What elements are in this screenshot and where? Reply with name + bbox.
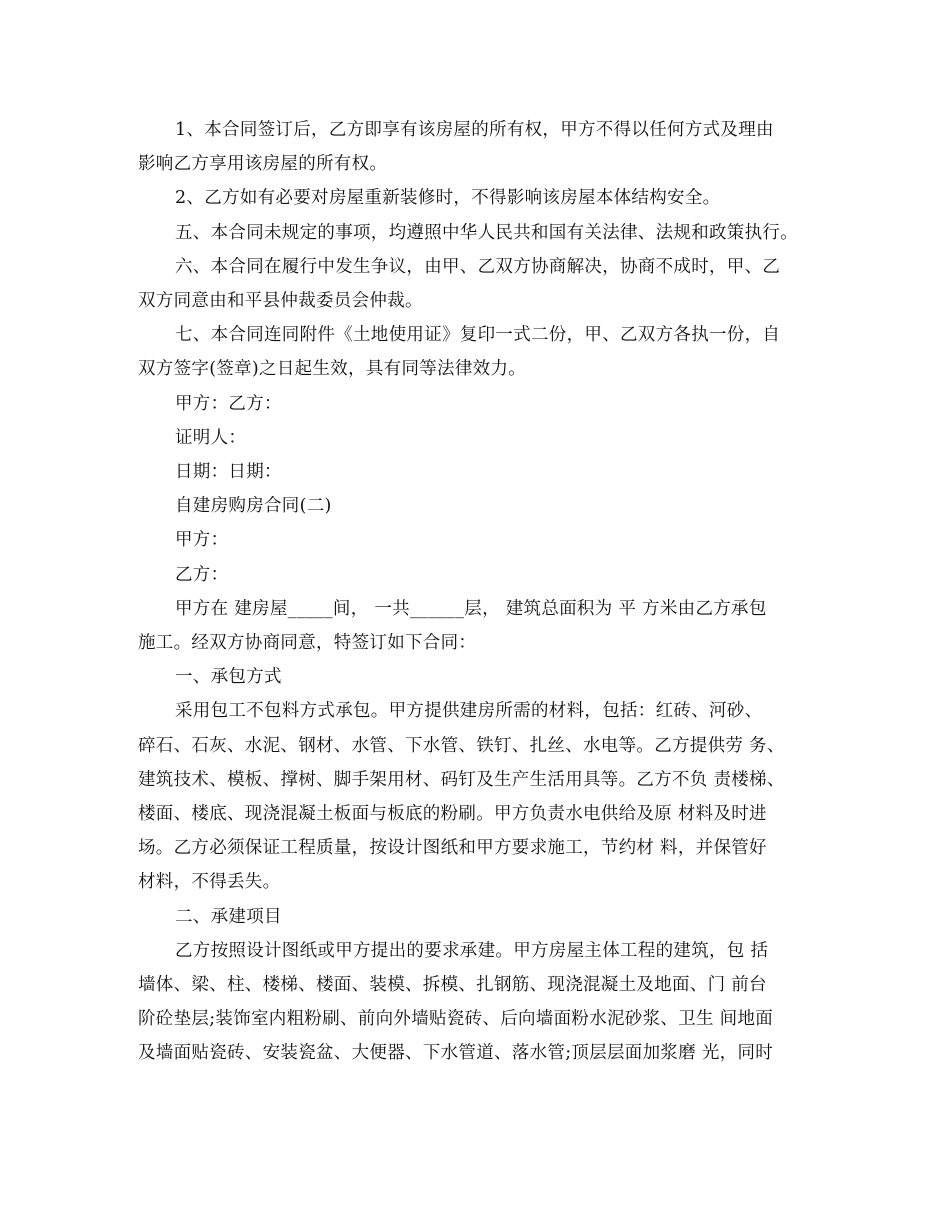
text-line: 2、乙方如有必要对房屋重新装修时，不得影响该房屋本体结构安全。 (175, 188, 721, 209)
text-line: 楼面、楼底、现浇混凝土板面与板底的粉刷。甲方负责水电供给及原 材料及时进 (138, 804, 767, 825)
text-line: 1、本合同签订后，乙方即享有该房屋的所有权，甲方不得以任何方式及理由 (175, 120, 774, 140)
text-line: 五、本合同未规定的事项，均遵照中华人民共和国有关法律、法规和政策执行。 (175, 222, 798, 243)
section-heading: 二、承建项目 (175, 906, 282, 927)
text-line: 影响乙方享用该房屋的所有权。 (138, 154, 388, 175)
text-line: 双方签字(签章)之日起生效，具有同等法律效力。 (138, 359, 527, 380)
party-a-line: 甲方： (175, 530, 229, 551)
text-line: 七、本合同连同附件《土地使用证》复印一式二份，甲、乙双方各执一份，自 (175, 325, 781, 346)
text-line: 甲方在 建房屋_____间， 一共______层， 建筑总面积为 平 方米由乙方承包 (175, 598, 767, 619)
text-line: 阶砼垫层;装饰室内粗粉刷、前向外墙贴瓷砖、后向墙面粉水泥砂浆、卫生 间地面 (138, 1009, 774, 1030)
text-line: 六、本合同在履行中发生争议，由甲、乙双方协商解决，协商不成时，甲、乙 (175, 256, 781, 277)
text-line: 材料，不得丢失。 (138, 872, 281, 893)
document-body (138, 113, 818, 1071)
text-line: 双方同意由和平县仲裁委员会仲裁。 (138, 291, 423, 312)
date-line: 日期：日期： (175, 462, 282, 483)
signature-parties-line: 甲方：乙方： (175, 393, 282, 414)
text-line: 场。乙方必须保证工程质量，按设计图纸和甲方要求施工，节约材 料，并保管好 (138, 838, 767, 859)
party-b-line: 乙方： (175, 564, 229, 585)
text-line: 墙体、梁、柱、楼梯、楼面、装模、拆模、扎钢筋、现浇混凝土及地面、门 前台 (138, 975, 767, 996)
section-title: 自建房购房合同(二) (175, 496, 332, 517)
section-heading: 一、承包方式 (175, 667, 282, 688)
text-line: 及墙面贴瓷砖、安装瓷盆、大便器、下水管道、落水管;顶层层面加浆磨 光，同时 (138, 1043, 774, 1064)
witness-line: 证明人： (175, 427, 247, 448)
text-line: 建筑技术、模板、撑树、脚手架用材、码钉及生产生活用具等。乙方不负 责楼梯、 (138, 769, 785, 790)
text-line: 施工。经双方协商同意，特签订如下合同： (138, 633, 477, 654)
text-line: 碎石、石灰、水泥、钢材、水管、下水管、铁钉、扎丝、水电等。乙方提供劳 务、 (138, 735, 785, 756)
text-line: 乙方按照设计图纸或甲方提出的要求承建。甲方房屋主体工程的建筑，包 括 (175, 940, 769, 961)
text-line: 采用包工不包料方式承包。甲方提供建房所需的材料，包括：红砖、河砂、 (175, 701, 763, 722)
